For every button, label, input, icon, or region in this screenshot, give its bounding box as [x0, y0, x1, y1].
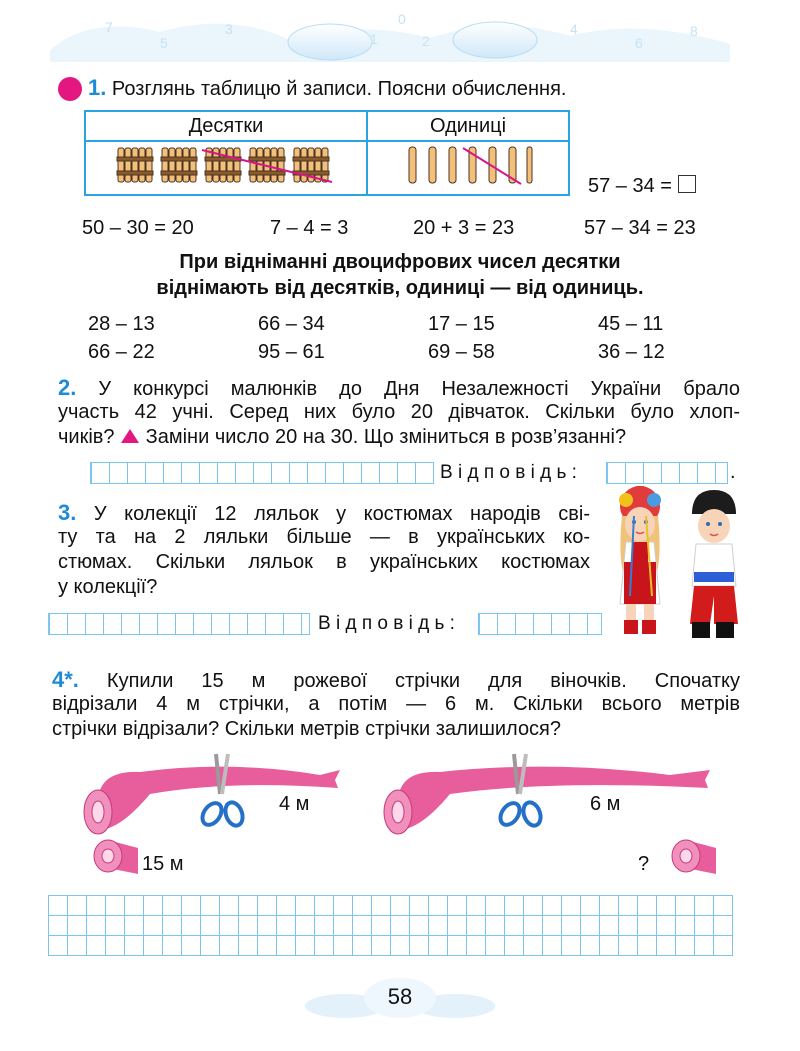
- question-label: ?: [638, 853, 650, 875]
- worked-calc: 20 + 3 = 23: [413, 217, 515, 239]
- task2-text: У конкурсі малюнків до Дня Незалежності України брало: [98, 378, 740, 400]
- units-sticks-cell: [367, 141, 569, 195]
- tens-header: Десятки: [85, 111, 367, 141]
- scissors-icon: [497, 754, 544, 828]
- girl-doll-icon: [619, 486, 661, 634]
- cloud-digit: 4: [570, 21, 578, 37]
- header-cloud-banner: [30, 0, 770, 70]
- task1-instruction: Розглянь таблицю й записи. Поясни обчислення.: [111, 78, 567, 100]
- task2-text: Заміни число 20 на 30. Що зміниться в розв’язанні?: [140, 426, 627, 448]
- boy-doll-icon: [690, 490, 738, 638]
- task2-line: [58, 375, 740, 402]
- solution-cells[interactable]: [90, 462, 434, 484]
- stick-bundle-icon: [205, 148, 241, 182]
- cloud-digit: 0: [398, 11, 406, 27]
- place-value-table: [84, 110, 570, 196]
- task2-line: участь 42 учні. Серед них було 20 дівчаток. Скільки було хлоп-: [58, 401, 740, 423]
- stick-bundle-icon: [161, 148, 197, 182]
- cloud-digit: 6: [635, 35, 643, 51]
- exercise: 69 – 58: [428, 341, 495, 363]
- answer-box[interactable]: [678, 175, 696, 193]
- page-number: 58: [387, 984, 413, 1009]
- task2-line: [58, 425, 626, 450]
- cut1-label: 4 м: [279, 793, 310, 815]
- worked-calc: 50 – 30 = 20: [82, 217, 194, 239]
- rule-line: віднімають від десятків, одиниці — від одиниць.: [156, 277, 644, 299]
- task3-line: ту та на 2 ляльки більше — в українських ко-: [58, 526, 590, 548]
- task3-line: [58, 500, 590, 527]
- side-equation-text: 57 – 34 =: [588, 175, 678, 197]
- exercise: 17 – 15: [428, 313, 495, 335]
- task1-heading: [88, 75, 566, 102]
- exercise: 28 – 13: [88, 313, 155, 335]
- tens-bundles-cell: [85, 141, 367, 195]
- cloud-digit: 3: [225, 21, 233, 37]
- task4-text: Купили 15 м рожевої стрічки для віночків. Спочатку: [106, 670, 740, 692]
- side-equation: [588, 174, 696, 199]
- task3-number: 3.: [58, 500, 77, 525]
- units-header: Одиниці: [367, 111, 569, 141]
- task2-text: чиків?: [58, 426, 121, 448]
- task4-number: 4*.: [52, 667, 79, 692]
- task3-line: у колекції?: [58, 576, 158, 598]
- ribbon-roll-icon: [94, 840, 138, 874]
- ribbon-roll-icon: [672, 840, 716, 874]
- scissors-icon: [199, 754, 246, 828]
- exercise: 36 – 12: [598, 341, 665, 363]
- cloud-digit: 7: [105, 19, 113, 35]
- exercise: 66 – 34: [258, 313, 325, 335]
- dolls-illustration: [600, 486, 750, 646]
- stick-bundle-icon: [117, 148, 153, 182]
- cloud-digit: 8: [690, 23, 698, 39]
- answer-label: В і д п о в і д ь :: [440, 462, 577, 483]
- answer-period: .: [730, 461, 736, 483]
- task1-marker: [58, 77, 82, 101]
- cloud-digit: 1: [370, 31, 378, 47]
- ribbon-right-icon: [384, 767, 710, 834]
- rule-line: При відніманні двоцифрових чисел десятки: [179, 251, 621, 273]
- answer-cells[interactable]: [478, 613, 602, 635]
- total-label: 15 м: [142, 853, 184, 875]
- solution-grid[interactable]: [48, 895, 733, 956]
- cut2-label: 6 м: [590, 793, 621, 815]
- exercise: 45 – 11: [598, 313, 664, 335]
- cloud-digit: 5: [160, 35, 168, 51]
- task4-line: стрічки відрізали? Скільки метрів стрічки залишилося?: [52, 718, 562, 740]
- single-sticks-illustration: [403, 144, 533, 186]
- task3-line: стюмах. Скільки ляльок в українських костюмах: [58, 551, 590, 573]
- worked-calc: 7 – 4 = 3: [270, 217, 349, 239]
- cloud-digit: 2: [422, 33, 430, 49]
- exercise: 66 – 22: [88, 341, 155, 363]
- task3-text: У колекції 12 ляльок у костюмах народів сві-: [93, 503, 590, 525]
- stick-bundles-illustration: [116, 144, 336, 186]
- task2-number: 2.: [58, 375, 77, 400]
- task4-line: відрізали 4 м стрічки, а потім — 6 м. Скільки всього метрів: [52, 693, 740, 715]
- triangle-icon: [120, 428, 140, 444]
- exercise: 95 – 61: [258, 341, 325, 363]
- answer-label: В і д п о в і д ь :: [318, 613, 455, 634]
- task1-number: 1.: [88, 75, 107, 100]
- answer-cells[interactable]: [606, 462, 728, 484]
- task4-line: [52, 667, 740, 694]
- worked-calc: 57 – 34 = 23: [584, 217, 696, 239]
- solution-cells[interactable]: [48, 613, 310, 635]
